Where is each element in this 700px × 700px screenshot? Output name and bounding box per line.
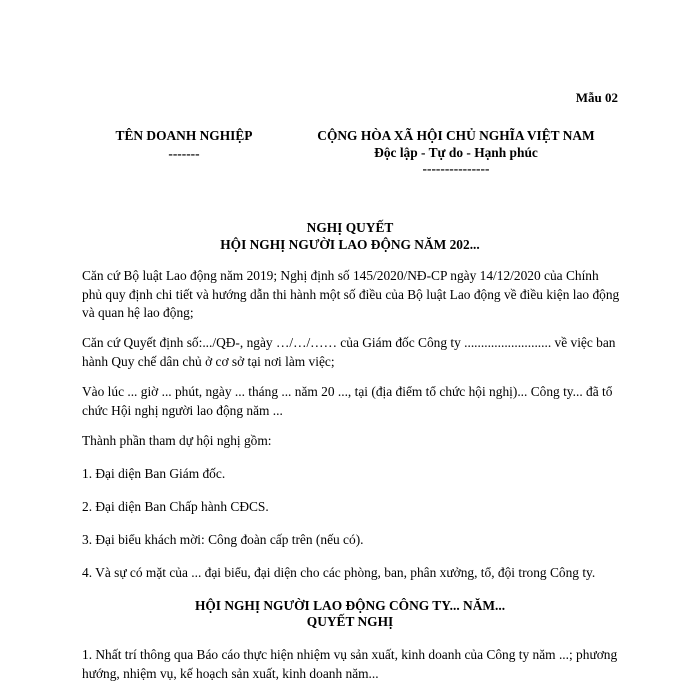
document-title-line1: NGHỊ QUYẾT	[306, 220, 394, 235]
legal-basis-paragraph-1: Căn cứ Bộ luật Lao động năm 2019; Nghị định số 145/2020/NĐ-CP ngày 14/12/2020 của Chính phủ quy định chi tiết và hướng dẫn thi hành một số điều của Bộ luật Lao động về điều kiện lao động và quan hệ lao động;	[82, 268, 620, 320]
attendee-item-2: 2. Đại diện Ban Chấp hành CĐCS.	[82, 499, 269, 514]
resolution-item-1: 1. Nhất trí thông qua Báo cáo thực hiện nhiệm vụ sản xuất, kinh doanh của Công ty năm ...; phương hướng, nhiệm vụ, kế hoạch sản xuất, kinh doanh năm...	[82, 647, 618, 681]
organization-name: TÊN DOANH NGHIỆP	[115, 128, 253, 143]
form-code: Mẫu 02	[575, 90, 618, 105]
attendee-item-1: 1. Đại diện Ban Giám đốc.	[82, 466, 226, 481]
document-title	[120, 219, 580, 253]
organization-header	[100, 128, 268, 162]
national-header	[300, 128, 612, 177]
organization-separator: -------	[168, 146, 200, 161]
resolution-section-line2: QUYẾT NGHỊ	[306, 614, 394, 629]
national-title: CỘNG HÒA XÃ HỘI CHỦ NGHĨA VIỆT NAM	[317, 128, 595, 143]
national-motto: Độc lập - Tự do - Hạnh phúc	[374, 145, 538, 160]
attendee-item-3: 3. Đại biểu khách mời: Công đoàn cấp trên (nếu có).	[82, 532, 364, 547]
meeting-info-paragraph: Vào lúc ... giờ ... phút, ngày ... tháng ... năm 20 ..., tại (địa điểm tổ chức hội nghị)... Công ty... đã tổ chức Hội nghị người lao động năm ...	[82, 384, 613, 418]
resolution-section-line1: HỘI NGHỊ NGƯỜI LAO ĐỘNG CÔNG TY... NĂM...	[194, 598, 506, 613]
resolution-section-title	[120, 598, 580, 630]
attendee-item-4: 4. Và sự có mặt của ... đại biểu, đại diện cho các phòng, ban, phân xưởng, tổ, đội trong Công ty.	[82, 565, 596, 580]
attendees-heading: Thành phần tham dự hội nghị gồm:	[82, 433, 272, 448]
legal-basis-paragraph-2: Căn cứ Quyết định số:.../QĐ-, ngày …/…/…… của Giám đốc Công ty .......................... về việc ban hành Quy chế dân chủ ở cơ sở tại nơi làm việc;	[82, 335, 616, 369]
document-title-line2: HỘI NGHỊ NGƯỜI LAO ĐỘNG NĂM 202...	[220, 237, 480, 252]
national-separator: ---------------	[422, 161, 490, 176]
